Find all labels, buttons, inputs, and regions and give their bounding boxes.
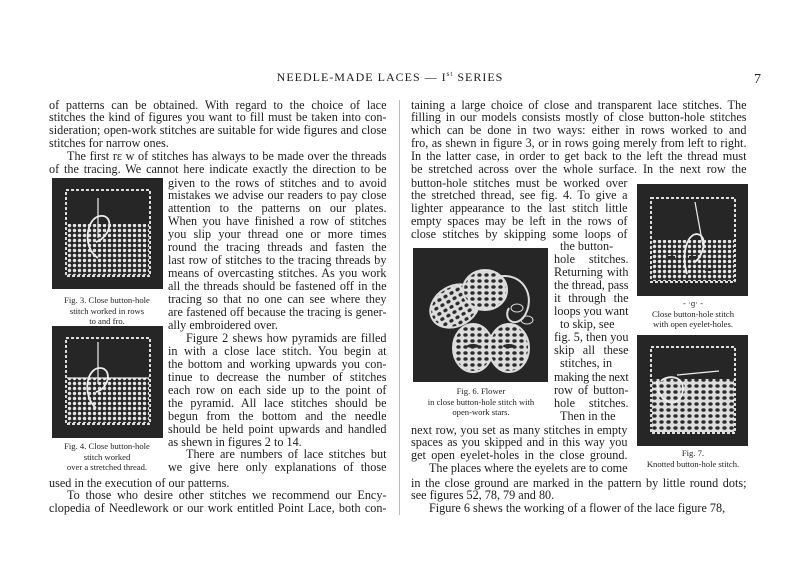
text-line [67, 489, 387, 502]
text-line [560, 318, 629, 331]
text-line [168, 461, 387, 474]
text-line-content: to skip, see [560, 318, 615, 332]
text-line [168, 202, 387, 215]
text-line [411, 449, 628, 462]
text-line [560, 240, 629, 253]
text-line-content: In the latter case, in order to get back to the left the thread must [411, 150, 747, 164]
text-line-content: attention to the patterns on our plates. [168, 202, 387, 216]
text-line-content: spaces as you skipped and in this way you [411, 436, 628, 450]
text-line [67, 150, 387, 163]
text-line [168, 280, 387, 293]
text-line-content: fro, as shewn in figure 3, or in rows going merely from left to right. [411, 137, 747, 151]
text-line [411, 99, 747, 112]
fig3-caption: Fig. 3. Close button-hole [64, 295, 150, 305]
header-title: NEEDLE-MADE LACES — I [276, 70, 447, 84]
text-line-content: ally embroidered over. [168, 318, 278, 332]
text-line [411, 215, 628, 228]
text-line [49, 477, 387, 490]
figure-4-image [52, 326, 163, 438]
text-line [168, 436, 387, 449]
text-line [411, 111, 747, 124]
text-line [186, 332, 387, 345]
text-line-content: are fastened off because the tracing is gener- [168, 306, 387, 319]
text-line [411, 163, 747, 176]
text-line [411, 150, 747, 163]
text-line [168, 397, 387, 410]
text-line-content: fig. 5, then you [554, 331, 629, 345]
text-line [554, 384, 629, 397]
figure-3-image [52, 178, 163, 289]
text-line [411, 124, 747, 137]
text-line [168, 306, 387, 319]
figure-6-image [413, 248, 548, 382]
text-line-content: you slip your thread one or more times [168, 228, 387, 242]
text-line [411, 177, 628, 190]
text-line [49, 502, 387, 515]
text-line-content: button-hole stitches must be worked over [411, 176, 628, 190]
text-line [554, 344, 629, 357]
text-line-content: used in the execution of our patterns. [49, 476, 230, 490]
text-line-content: close stitches by skipping some loops of [411, 228, 628, 242]
page-number: 7 [754, 72, 761, 87]
text-line-content: in the close ground are marked in the pattern by little round dots; [411, 476, 747, 490]
text-line-content: mistakes we advise our readers to pay close [168, 189, 387, 203]
text-line [168, 215, 387, 228]
text-line [168, 345, 387, 358]
text-line-content: round the tracing threads and fasten the [168, 241, 387, 255]
text-line-content: clopedia of Needlework or our work entitled Point Lace, both con- [49, 502, 387, 516]
text-line-content: making the next [554, 370, 629, 384]
text-line [411, 436, 628, 449]
text-line-content: There are numbers of lace stitches but [186, 448, 387, 462]
text-line-content: Returning with [554, 265, 629, 279]
text-line [49, 99, 387, 112]
text-line [49, 124, 387, 137]
text-line [168, 293, 387, 306]
header-sup: st [446, 70, 454, 78]
text-line [186, 448, 387, 461]
text-line-content: which can be done in two ways: either in rows worked to and [411, 124, 747, 138]
text-line-content: The places where the eyelets are to come [429, 462, 628, 476]
text-line-content: last row of stitches to the tracing threads by [168, 254, 387, 268]
text-line-content: stitches for narrow ones. [49, 137, 169, 151]
text-line-content: next row, you set as many stitches in empty [411, 423, 628, 437]
text-line-content: of patterns can be obtained. With regard to the choice of lace [49, 98, 387, 112]
text-line [168, 241, 387, 254]
text-line-content: see figures 52, 78, 79 and 80. [411, 489, 555, 503]
text-line-content: it through the [554, 291, 629, 305]
text-line [168, 358, 387, 371]
text-line [168, 189, 387, 202]
text-line-content: taining a large choice of close and transparent lace stitches. The [411, 98, 747, 112]
text-line [554, 331, 629, 344]
text-line-content: hole stitches. [554, 252, 629, 266]
text-line-content: stitches the kind of figures you want to fill must be taken into con- [49, 111, 387, 125]
text-line [560, 410, 629, 423]
text-line-content: we give here only explanations of those [168, 461, 387, 475]
text-line-content: loops you want [554, 305, 629, 318]
text-line-content: the thread, pass [554, 278, 629, 292]
text-line [554, 397, 629, 410]
text-line-content: as shewn in figures 2 to 14. [168, 435, 302, 449]
text-line [168, 410, 387, 423]
text-line [411, 189, 628, 202]
text-line-content: filling in our models consists mostly of close button-hole stitches [411, 111, 747, 125]
text-line [411, 202, 628, 215]
fig5-caption: with open eyelet-holes. [653, 319, 733, 329]
text-line-content: sideration; open-work stitches are suitable for wide figures and close [49, 124, 387, 138]
text-line-content: all the threads should be fastened off in the [168, 280, 387, 294]
fig6-caption: Fig. 6. Flower [456, 386, 506, 396]
fig4-caption: over a stretched thread. [66, 462, 148, 472]
text-line-content: of the tracing. We cannot here indicate exactly the direction to be [49, 163, 387, 177]
text-line [411, 489, 747, 502]
text-line-content: row of button- [554, 383, 629, 397]
running-header [250, 70, 530, 85]
text-line [554, 279, 629, 292]
text-line [168, 371, 387, 384]
text-line-content: be stretched across over the whole surface. In the next row the [411, 163, 747, 177]
text-line-content: To those who desire other stitches we recommend our Ency- [67, 489, 387, 503]
text-line-content: hole stitches. [554, 396, 629, 410]
fig3-caption: to and fro. [89, 316, 125, 326]
figure-5-image [637, 184, 748, 296]
text-line [554, 266, 629, 279]
text-line-content: should be held point upwards and handled [168, 422, 387, 436]
text-line [411, 137, 747, 150]
fig5-caption: - ·ɡ· - [682, 298, 704, 308]
fig3-caption: stitch worked in rows [69, 305, 145, 316]
text-line-content: stitches, in [560, 357, 613, 371]
text-line [168, 254, 387, 267]
text-line-content: the pyramid. All lace stitches should be [168, 396, 387, 410]
text-line-content: in with a close lace stitch. You begin at [168, 344, 387, 358]
text-line [168, 423, 387, 436]
text-line [554, 371, 629, 384]
text-line [49, 111, 387, 124]
text-line [168, 319, 387, 332]
text-line-content: skip all these [554, 344, 629, 358]
text-line-content: tracing so that no one can see where they [168, 293, 387, 307]
text-line [554, 253, 629, 266]
text-line [554, 305, 629, 318]
text-line [49, 137, 387, 150]
fig6-caption: in close button-hole stitch with [427, 396, 535, 407]
text-line-content: lighter appearance to the last stitch little [411, 202, 628, 216]
figure-7-image [637, 335, 748, 446]
text-line [168, 384, 387, 397]
fig4-caption: Fig. 4. Close button-hole [64, 441, 150, 451]
fig7-caption: Fig. 7. [681, 448, 705, 458]
text-line [411, 424, 628, 437]
text-line [560, 357, 629, 370]
fig5-caption: Close button-hole stitch [651, 308, 735, 319]
text-line [429, 502, 747, 515]
fig4-caption: stitch worked [83, 451, 131, 462]
text-line [411, 477, 747, 490]
text-line-content: the bottom and working upwards you con- [168, 357, 387, 371]
text-line [168, 177, 387, 190]
text-line-content: empty spaces may be left in the rows of [411, 215, 628, 229]
text-line-content: the stretched thread, see fig. 4. To give a [411, 189, 628, 203]
text-line-content: Then in the [560, 409, 616, 423]
text-line-content: Figure 2 shews how pyramids are filled [186, 331, 387, 345]
fig7-caption: Knotted button-hole stitch. [646, 458, 740, 469]
text-line [429, 462, 628, 475]
fig6-caption: open-work stars. [452, 407, 510, 417]
text-line-content: When you have finished a row of stitches [168, 215, 387, 229]
column-divider [399, 100, 400, 515]
text-line [168, 228, 387, 241]
text-line-content: the button- [560, 239, 614, 253]
text-line [168, 267, 387, 280]
text-line-content: given to the rows of stitches and to avoid [168, 176, 387, 190]
text-line-content: tinue to decrease the number of stitches [168, 370, 387, 384]
header-series: SERIES [453, 70, 504, 84]
text-line-content: each row on each side up to the point of [168, 383, 387, 397]
text-line [554, 292, 629, 305]
text-line [49, 163, 387, 176]
text-line-content: The first rɛ w of stitches has always to be made over the threads [67, 150, 387, 164]
text-line-content: means of overcasting stitches. As you work [168, 267, 387, 281]
text-line-content: Figure 6 shews the working of a flower of the lace figure 78, [429, 502, 726, 516]
text-line-content: begun from the bottom and the needle [168, 409, 387, 423]
text-line-content: get open eyelet-holes in the close ground. [411, 449, 628, 463]
